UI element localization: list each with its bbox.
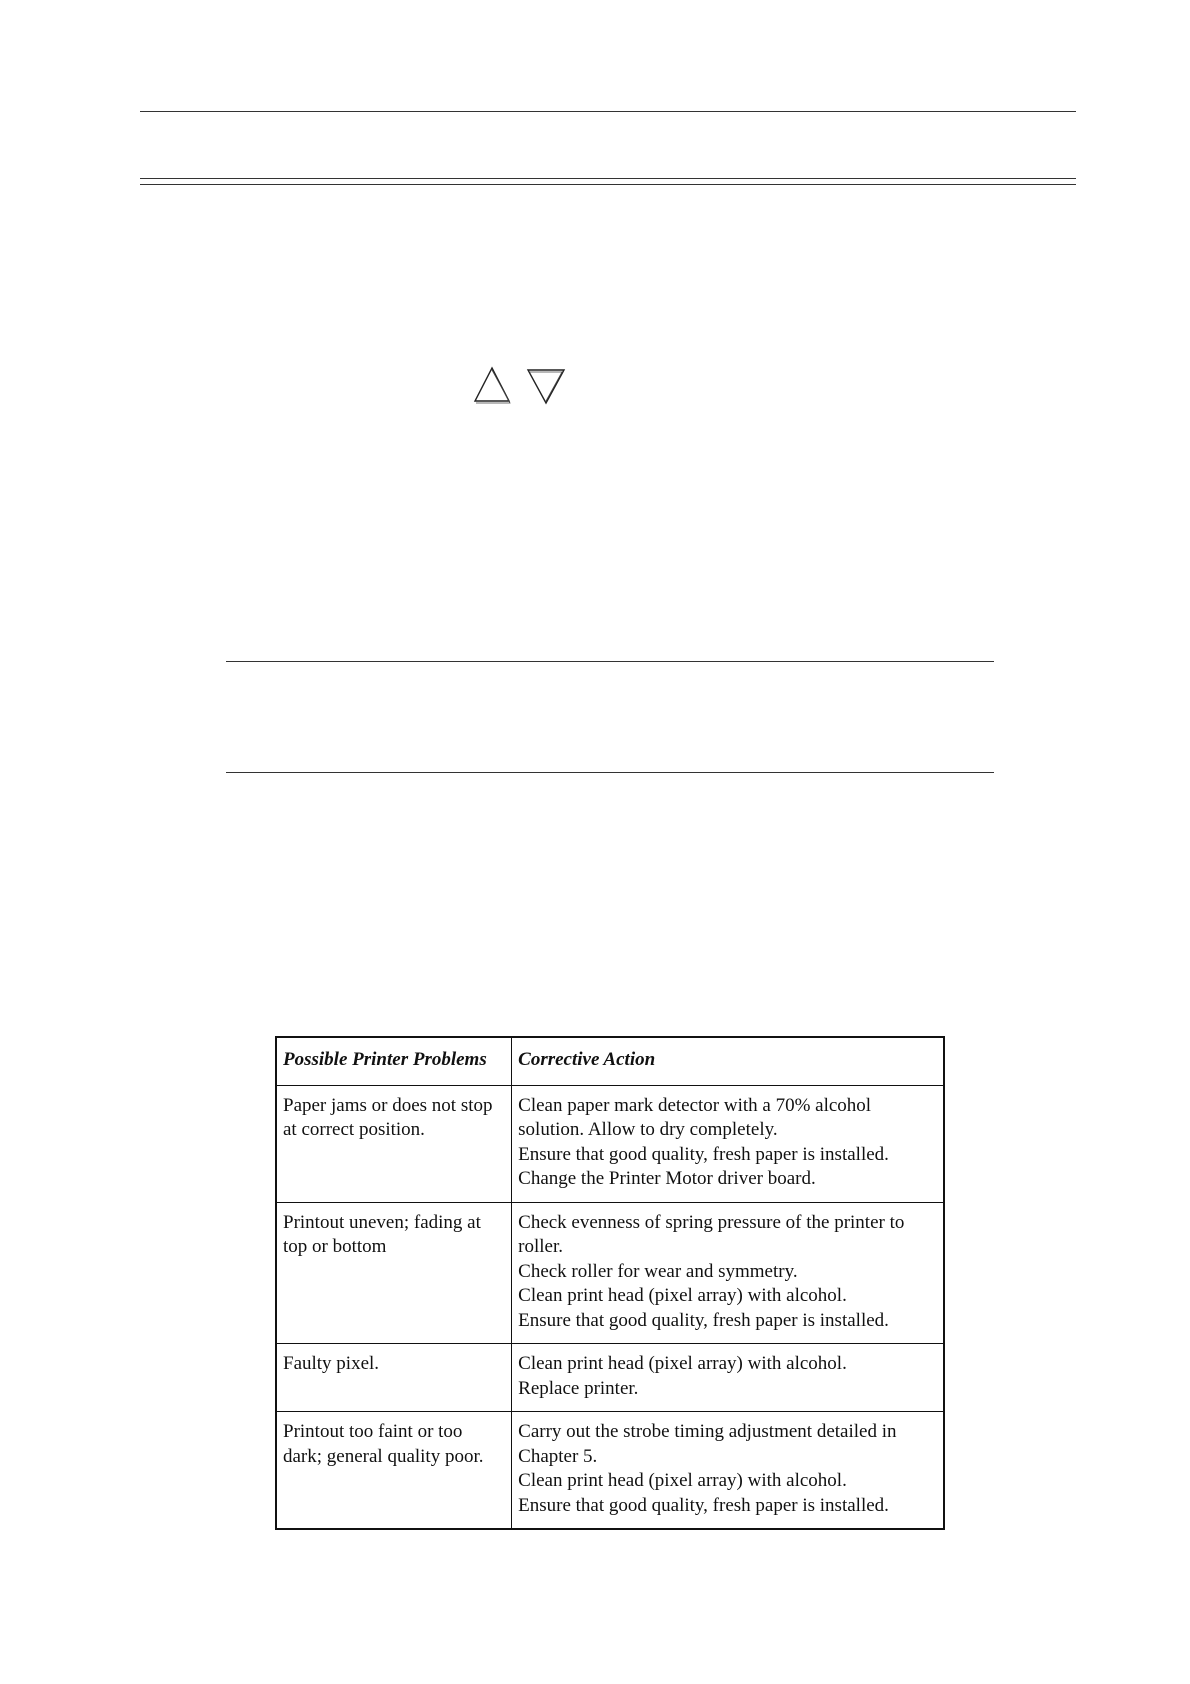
- action-cell: [512, 1344, 944, 1412]
- table-header-row: [276, 1037, 944, 1085]
- column-header-problems: Possible Printer Problems: [276, 1037, 512, 1085]
- action-line: Clean print head (pixel array) with alcohol.: [518, 1470, 847, 1491]
- column-header-action: Corrective Action: [512, 1037, 944, 1085]
- header-double-rule-lower: [140, 184, 1076, 185]
- action-line: Carry out the strobe timing adjustment detailed in Chapter 5.: [518, 1421, 897, 1467]
- action-line: Replace printer.: [518, 1377, 639, 1399]
- section-rule-upper: [226, 661, 994, 662]
- action-line: Ensure that good quality, fresh paper is installed.: [518, 1143, 889, 1165]
- action-line: Change the Printer Motor driver board.: [518, 1168, 816, 1189]
- action-line: Ensure that good quality, fresh paper is installed.: [518, 1494, 889, 1516]
- table-row: [276, 1202, 944, 1344]
- problem-cell: Printout too faint or too dark; general quality poor.: [276, 1412, 512, 1530]
- table-row: [276, 1412, 944, 1530]
- action-line: Check roller for wear and symmetry.: [518, 1260, 798, 1282]
- problem-cell: Paper jams or does not stop at correct position.: [276, 1085, 512, 1202]
- action-line: Clean print head (pixel array) with alcohol.: [518, 1353, 847, 1374]
- action-line: Clean print head (pixel array) with alcohol.: [518, 1285, 847, 1306]
- header-double-rule-upper: [140, 178, 1076, 179]
- action-cell: [512, 1412, 944, 1530]
- printer-problems-table: [275, 1036, 945, 1530]
- up-triangle-icon: [475, 368, 510, 403]
- action-line: Clean paper mark detector with a 70% alcohol solution. Allow to dry completely.: [518, 1094, 872, 1140]
- header-top-rule: [140, 111, 1076, 112]
- table-row: [276, 1085, 944, 1202]
- action-cell: [512, 1202, 944, 1344]
- section-rule-lower: [226, 772, 994, 773]
- arrow-keys: [472, 366, 568, 406]
- problem-cell: Faulty pixel.: [276, 1344, 512, 1412]
- down-triangle-icon: [528, 370, 564, 403]
- action-line: Ensure that good quality, fresh paper is installed.: [518, 1309, 889, 1331]
- action-line: Check evenness of spring pressure of the printer to roller.: [518, 1211, 905, 1257]
- table-row: [276, 1344, 944, 1412]
- problem-cell: Printout uneven; fading at top or bottom: [276, 1202, 512, 1344]
- action-cell: [512, 1085, 944, 1202]
